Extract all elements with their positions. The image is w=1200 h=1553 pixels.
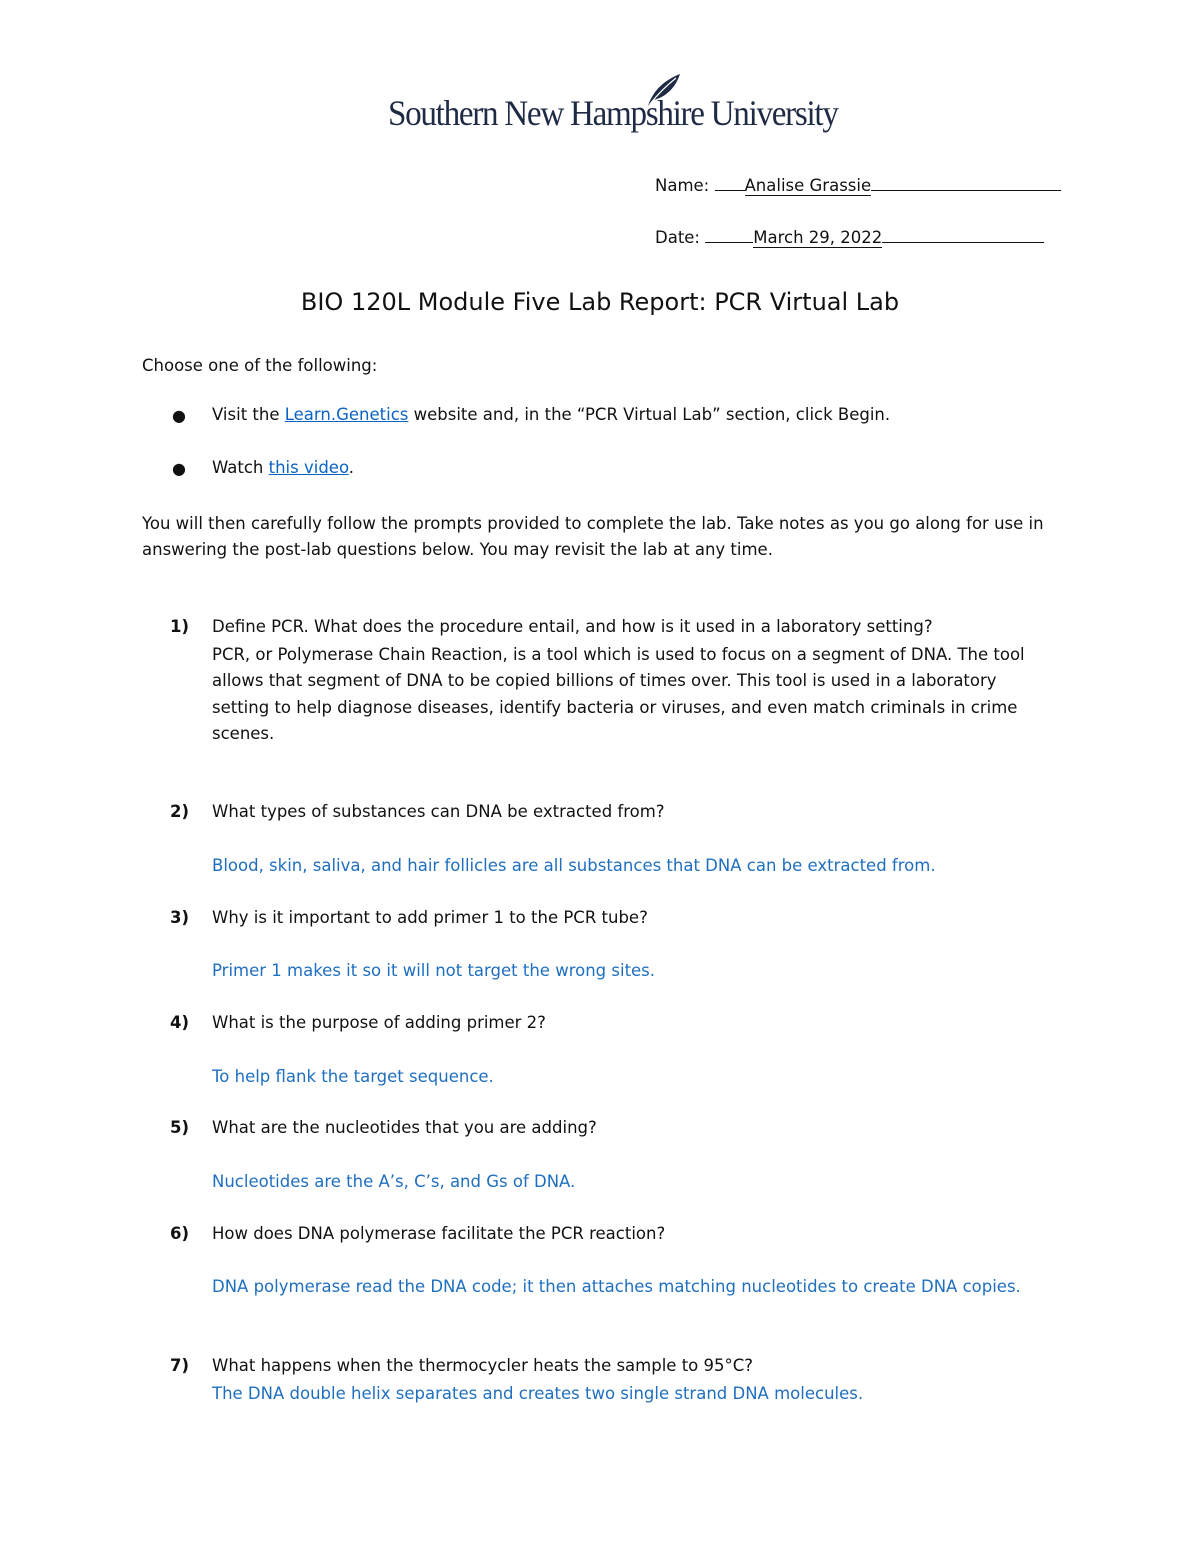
- answer-text: To help flank the target sequence.: [212, 1067, 494, 1086]
- name-underline-post: [871, 172, 1061, 191]
- learn-genetics-link[interactable]: Learn.Genetics: [284, 405, 409, 424]
- date-underline-post: [882, 224, 1044, 243]
- bullet-item-2: [212, 458, 354, 477]
- question-text: Define PCR. What does the procedure entail, and how is it used in a laboratory setting?: [212, 617, 933, 636]
- question-text: Why is it important to add primer 1 to the PCR tube?: [212, 908, 648, 927]
- answer-text: Blood, skin, saliva, and hair follicles are all substances that DNA can be extracted from.: [212, 856, 936, 875]
- question-number: 7): [170, 1356, 190, 1375]
- question-text: What types of substances can DNA be extracted from?: [212, 802, 665, 821]
- bullet2-suffix: .: [348, 458, 355, 477]
- name-field: [655, 172, 1061, 195]
- bullet1-suffix: website and, in the “PCR Virtual Lab” section, click Begin.: [408, 405, 891, 424]
- bullet-dot-1: ●: [172, 406, 186, 425]
- answer-text: PCR, or Polymerase Chain Reaction, is a tool which is used to focus on a segment of DNA. The tool allows that segment of DNA to be copied billions of times over. This tool is used in a laboratory setting to help diagnose diseases, identify bacteria or viruses, and even match criminals in crime scenes.: [212, 645, 1025, 743]
- question-text: What happens when the thermocycler heats the sample to 95°C?: [212, 1356, 754, 1375]
- instructions-text: You will then carefully follow the prompts provided to complete the lab. Take notes as you go along for use in answering the post-lab questions below. You may revisit the lab at any time.: [142, 514, 1044, 559]
- page-title: BIO 120L Module Five Lab Report: PCR Virtual Lab: [300, 288, 900, 316]
- name-label: Name:: [655, 176, 710, 195]
- question-number: 1): [170, 617, 190, 636]
- answer-text: Primer 1 makes it so it will not target the wrong sites.: [212, 961, 656, 980]
- video-link[interactable]: this video: [268, 458, 349, 477]
- date-label: Date:: [655, 228, 700, 247]
- bullet-dot-2: ●: [172, 459, 186, 478]
- date-value: March 29, 2022: [753, 228, 883, 247]
- question-text: How does DNA polymerase facilitate the PCR reaction?: [212, 1224, 666, 1243]
- date-underline-pre: [705, 224, 753, 243]
- logo-text: Southern New Hampshire University: [388, 93, 838, 133]
- question-number: 3): [170, 908, 190, 927]
- question-number: 4): [170, 1013, 190, 1032]
- question-text: What is the purpose of adding primer 2?: [212, 1013, 546, 1032]
- question-text: What are the nucleotides that you are adding?: [212, 1118, 597, 1137]
- question-number: 6): [170, 1224, 190, 1243]
- bullet-item-1: [212, 405, 890, 424]
- bullet2-prefix: Watch: [212, 458, 269, 477]
- bullet1-prefix: Visit the: [212, 405, 285, 424]
- answer-text: Nucleotides are the A’s, C’s, and Gs of DNA.: [212, 1172, 576, 1191]
- question-number: 2): [170, 802, 190, 821]
- answer-text: The DNA double helix separates and creates two single strand DNA molecules.: [212, 1384, 864, 1403]
- leaf-icon: [642, 72, 682, 110]
- question-number: 5): [170, 1118, 190, 1137]
- date-field: [655, 224, 1044, 247]
- name-underline-pre: [715, 172, 745, 191]
- choose-text: Choose one of the following:: [142, 356, 378, 375]
- answer-text: DNA polymerase read the DNA code; it then attaches matching nucleotides to create DNA copies.: [212, 1277, 1021, 1296]
- name-value: Analise Grassie: [744, 176, 872, 195]
- university-logo: [388, 72, 838, 138]
